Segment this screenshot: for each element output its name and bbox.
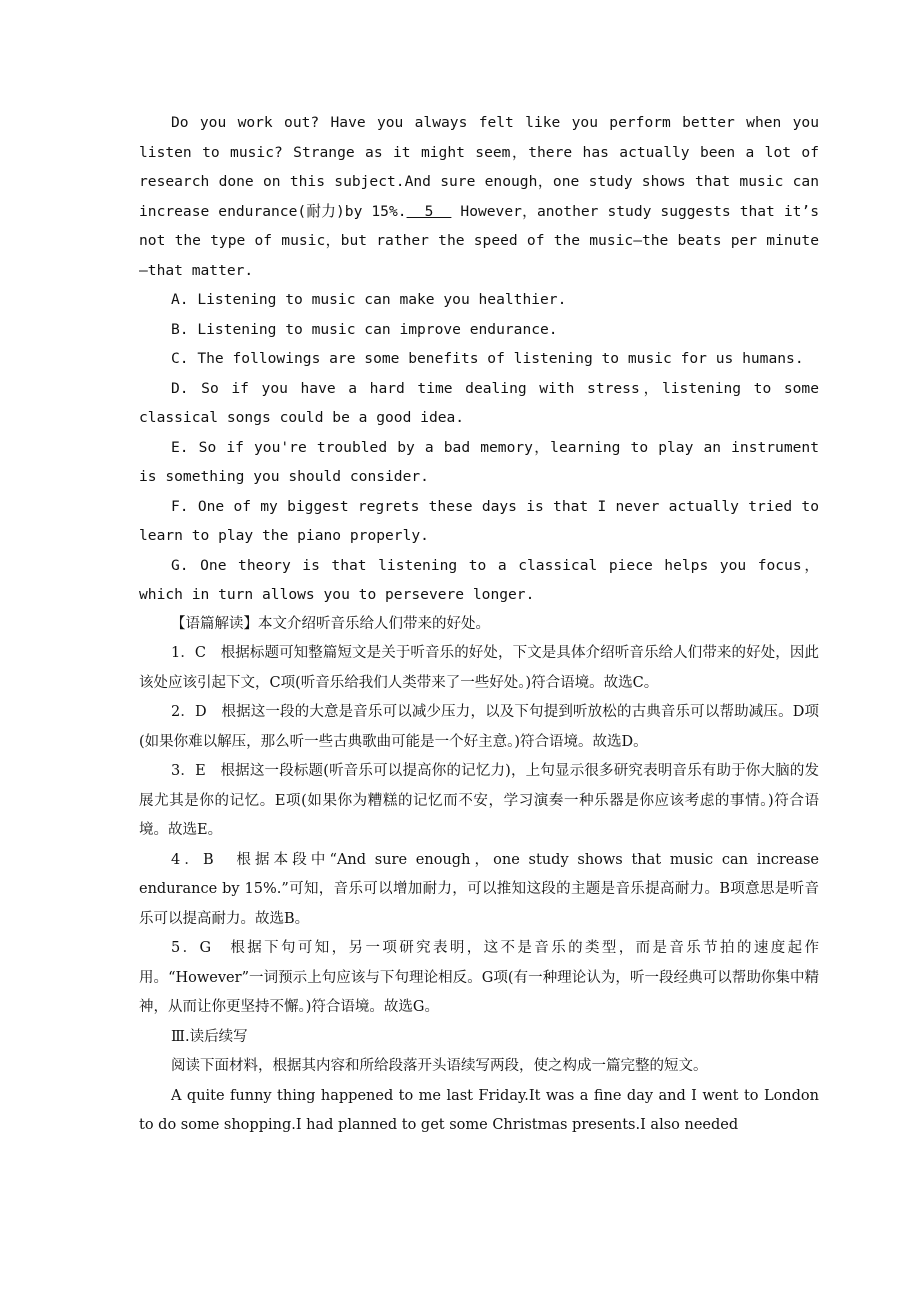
- answer-1: 1．C 根据标题可知整篇短文是关于听音乐的好处，下文是具体介绍听音乐给人们带来的好处，因此该处应该引起下文，C项(听音乐给我们人类带来了一些好处。)符合语境。故选C。: [139, 645, 819, 691]
- answer-4: 4．B 根据本段中“And sure enough，one study shows that music can increase endurance by 15%.”可知，音乐可以增加耐力，可以推知这段的主题是音乐提高耐力。B项意思是听音乐可以提高耐力。故选B。: [139, 851, 819, 927]
- section-title: Ⅲ.读后续写: [171, 1028, 248, 1045]
- passage-text-before-blank: Do you work out? Have you always felt like you perform better when you listen to music? Strange as it might seem，there has actually been a lot of research done on this subject.And sure enough，one study shows that music can increase endurance(耐力)by 15%.: [139, 114, 819, 220]
- option-g: G. One theory is that listening to a classical piece helps you focus，which in turn allows you to persevere longer.: [139, 556, 819, 603]
- option-b: B. Listening to music can improve endurance.: [171, 320, 558, 338]
- analysis-heading: 【语篇解读】本文介绍听音乐给人们带来的好处。: [171, 615, 490, 632]
- blank-5: 5: [406, 202, 452, 220]
- story-paragraph: A quite funny thing happened to me last Friday.It was a fine day and I went to London to do some shopping.I had planned to get some Christmas presents.I also needed: [139, 1087, 819, 1133]
- answer-3: 3．E 根据这一段标题(听音乐可以提高你的记忆力)，上句显示很多研究表明音乐有助于你大脑的发展尤其是你的记忆。E项(如果你为糟糕的记忆而不安，学习演奏一种乐器是你应该考虑的事情。)符合语境。故选E。: [139, 763, 819, 838]
- document-content: [139, 108, 819, 1141]
- option-e: E. So if you're troubled by a bad memory，learning to play an instrument is something you should consider.: [139, 438, 819, 485]
- option-d: D. So if you have a hard time dealing with stress，listening to some classical songs could be a good idea.: [139, 379, 819, 426]
- passage-paragraph: [139, 108, 819, 285]
- answer-2: 2．D 根据这一段的大意是音乐可以减少压力，以及下句提到听放松的古典音乐可以帮助减压。D项(如果你难以解压，那么听一些古典歌曲可能是一个好主意。)符合语境。故选D。: [139, 704, 819, 750]
- option-a: A. Listening to music can make you healthier.: [171, 291, 567, 308]
- answer-5: 5．G 根据下句可知，另一项研究表明，这不是音乐的类型，而是音乐节拍的速度起作用。“However”一词预示上句应该与下句理论相反。G项(有一种理论认为，听一段经典可以帮助你集中精神，从而让你更坚持不懈。)符合语境。故选G。: [139, 940, 819, 1015]
- passage-text-after-blank: However，another study suggests that it’s not the type of music，but rather the speed of the music—the beats per minute—that matter.: [139, 202, 820, 279]
- section-instruction: 阅读下面材料，根据其内容和所给段落开头语续写两段，使之构成一篇完整的短文。: [171, 1058, 708, 1074]
- option-c: C. The followings are some benefits of listening to music for us humans.: [171, 350, 804, 367]
- option-f: F. One of my biggest regrets these days is that I never actually tried to learn to play the piano properly.: [139, 497, 819, 544]
